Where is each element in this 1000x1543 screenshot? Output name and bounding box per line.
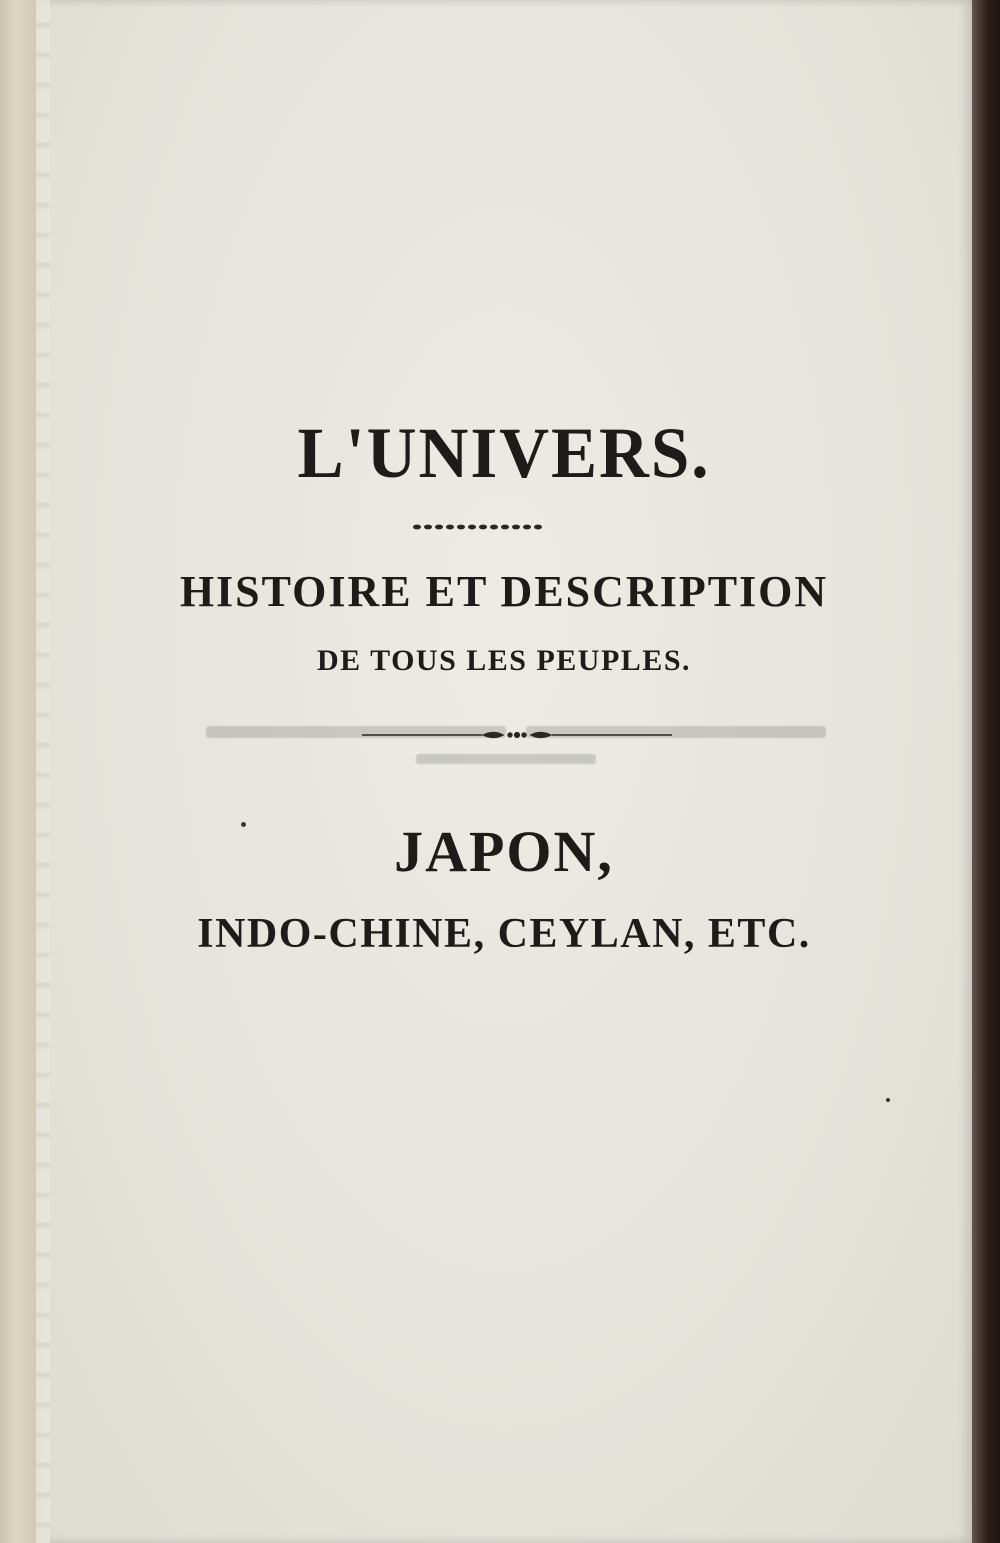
paper-speck [241,822,246,827]
volume-title: JAPON, [394,819,614,884]
dotted-rule [412,522,546,532]
subtitle-line-1: HISTOIRE ET DESCRIPTION [179,567,829,616]
title-page [36,0,972,1543]
page-title: L'UNIVERS. [297,413,711,493]
volume-subtitle: INDO-CHINE, CEYLAN, ETC. [197,911,811,957]
paper-speck [886,1098,890,1102]
binding-edge [0,0,41,1543]
ornamental-rule [362,727,672,743]
subtitle-line-2: DE TOUS LES PEUPLES. [316,644,692,677]
book-cover-edge [970,0,1000,1543]
